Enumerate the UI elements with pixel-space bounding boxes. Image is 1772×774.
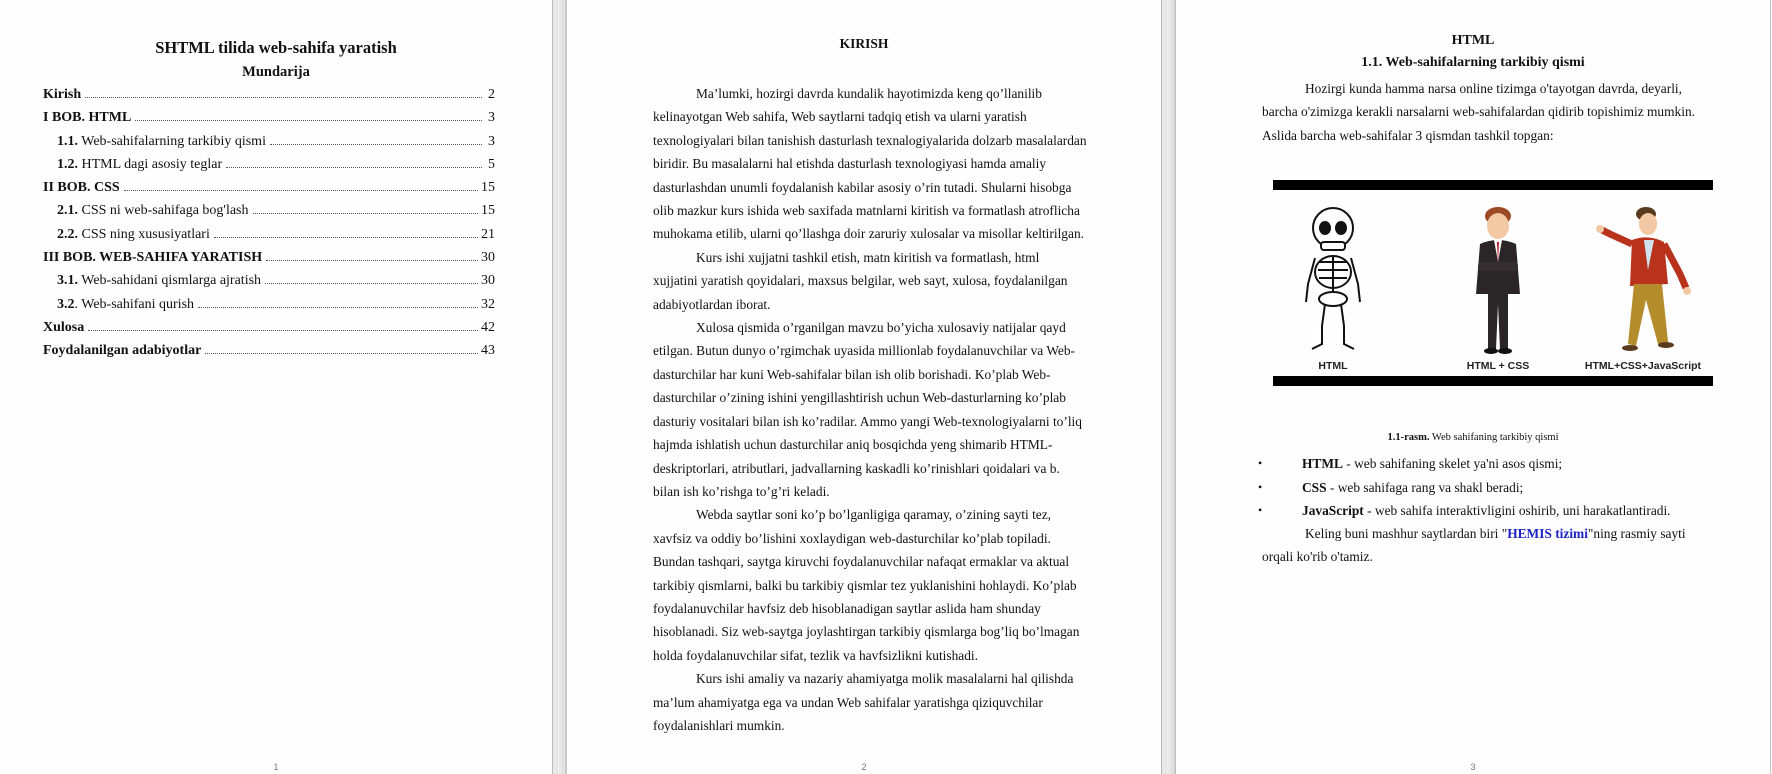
paragraph: Ma’lumki, hozirgi davrda kundalik hayotimizda keng qo’llanilib kelinayotgan Web sahifa, Web saytlarni tadqiq etish va ularni yaratish texnologiyalari bilan tanishish dasturlash texnalogiyalarida dolzarb masalalardan biridir. Bu masalalarni hal etishda dasturlash texnologiyasi hamda amaliy dasturlashdan unumli foydalanish kabilar asosiy o’rin tutadi. Shularni hisobga olib mazkur kurs ishida web saxifada matnlarni kiritish va formatlash atroflicha muhokama etilib, ularni qo’llashga doir zaruriy xulosalar va misollar keltirilgan. — [653, 86, 1087, 242]
toc-entry-page: 2 — [488, 87, 495, 102]
toc-entry-number: 2.1. — [57, 203, 78, 219]
toc-entry[interactable] — [43, 343, 495, 366]
toc-entry-text: . Web-sahifani qurish — [74, 296, 195, 312]
figure-top-bar — [1273, 180, 1713, 190]
paragraph — [1262, 522, 1720, 569]
toc-leader-dots — [226, 166, 482, 168]
toc-entry[interactable] — [43, 227, 495, 250]
toc-entry-label — [57, 203, 249, 219]
toc-leader-dots — [265, 282, 478, 284]
list-item-term: HTML — [1302, 456, 1343, 471]
list-item-text: - web sahifa interaktivligini oshirib, uni harakatlantiradi. — [1363, 503, 1671, 518]
businessman-icon — [1458, 204, 1538, 354]
toc-entry[interactable] — [43, 157, 495, 180]
page-number: 3 — [1470, 762, 1476, 772]
outro-text-start: Keling buni mashhur saytlardan biri " — [1305, 526, 1508, 541]
figure-label: HTML + CSS — [1466, 360, 1530, 372]
toc-entry-page: 3 — [488, 133, 495, 149]
toc-entry[interactable] — [43, 180, 495, 203]
toc-entry-label: II BOB. CSS — [43, 180, 120, 196]
bullet-list — [1256, 452, 1736, 523]
toc-leader-dots — [205, 352, 478, 354]
toc-leader-dots — [253, 212, 478, 214]
toc-leader-dots — [266, 259, 478, 261]
toc-leader-dots — [270, 143, 482, 145]
toc-entry-text: CSS ni web-sahifaga bog'lash — [81, 203, 249, 219]
toc-entry-text: Web-sahifalarning tarkibiy qismi — [81, 133, 266, 149]
toc-entry[interactable] — [43, 320, 495, 343]
intro-text — [1262, 77, 1720, 147]
toc-entry[interactable] — [43, 273, 495, 296]
toc-entry-number: 1.1. — [57, 133, 78, 149]
toc-entry-text: CSS ning xususiyatlari — [81, 226, 210, 242]
page-separator — [1161, 0, 1176, 774]
toc-entry-label: Xulosa — [43, 319, 85, 335]
figure-label: HTML — [1318, 360, 1348, 372]
list-item-text: - web sahifaning skelet ya'ni asos qismi; — [1342, 456, 1563, 471]
list-item-term: JavaScript — [1302, 503, 1364, 518]
paragraph: Xulosa qismida o’rganilgan mavzu bo’yicha xulosaviy natijalar qayd etilgan. Butun dunyo o’rgimchak uyasida millionlab foydalanuvchilar va Web-dasturchilar har kuni Web-sahifalar bilan ish olib borishadi. Ko’plab Web-dasturchilar o’zining ishini yengillashtirish uchun Web-dasturlarning ko’plab dasturiy vositalari bilan ish ko’radilar. Ammo yangi Web-texnologiyalarni to’liq hajmda ishlatish uchun dasturchilar aniq bosqichda yeng shimarib HTML-deskriptorlari, atributlari, jadvallarning kaskadli ko’rinishlari qoidalari va b. bilan ish ko’rishga to’g’ri keladi. — [653, 320, 1082, 499]
toc-entry-page: 32 — [481, 296, 495, 312]
toc-entry-text: Web-sahidani qismlarga ajratish — [81, 273, 262, 289]
toc-entry-page: 30 — [481, 250, 495, 266]
toc-entry[interactable] — [43, 110, 495, 133]
toc-entry[interactable] — [43, 297, 495, 320]
list-item-term: CSS — [1302, 479, 1327, 495]
section-heading: 1.1. Web-sahifalarning tarkibiy qismi — [1361, 55, 1585, 70]
caption-number: 1.1-rasm. — [1387, 432, 1430, 443]
toc-leader-dots — [124, 189, 478, 191]
toc-entry-text: HTML dagi asosiy teglar — [81, 156, 223, 172]
toc-leader-dots — [198, 306, 478, 308]
section-body — [653, 82, 1087, 737]
document-page-2 — [567, 0, 1161, 774]
outro-text — [1262, 522, 1720, 569]
toc-entry-label — [57, 157, 222, 173]
toc-entry-label: I BOB. HTML — [43, 110, 132, 126]
toc-entry[interactable] — [43, 203, 495, 226]
toc-entry-page: 3 — [488, 110, 495, 126]
list-item — [1256, 452, 1736, 476]
figure-item-html-css-js — [1573, 204, 1713, 372]
bullet-icon: • — [1258, 456, 1263, 470]
chapter-heading: HTML — [1451, 33, 1495, 48]
document-title: SHTML tilida web-sahifa yaratish — [155, 38, 397, 57]
table-of-contents — [43, 87, 495, 367]
section-title: KIRISH — [839, 36, 889, 51]
paragraph: Kurs ishi amaliy va nazariy ahamiyatga molik masalalarni hal qilishda ma’lum ahamiyatga ega va undan Web sahifalar yaratishga qiziquvchilar foydalanishlari mumkin. — [653, 671, 1074, 733]
outro-text-end: "ning rasmiy sayti orqali ko'rib o'tamiz. — [1262, 526, 1686, 565]
toc-leader-dots — [135, 119, 482, 121]
dancing-man-icon — [1588, 204, 1698, 354]
toc-entry-label — [57, 134, 266, 150]
toc-entry-number: 3.2 — [57, 296, 75, 312]
bullet-icon: • — [1258, 503, 1263, 517]
document-page-1 — [0, 0, 552, 774]
figure-item-html-css — [1428, 204, 1568, 372]
toc-entry-label — [57, 297, 194, 313]
page-number: 1 — [273, 762, 279, 772]
toc-entry-page: 30 — [481, 273, 495, 289]
paragraph: Hozirgi kunda hamma narsa online tizimga o'tayotgan davrda, deyarli, barcha o'zimizga kerakli narsalarni web-sahifalardan qidirib topishimiz mumkin. Aslida barcha web-sahifalar 3 qismdan tashkil topgan: — [1262, 81, 1695, 143]
toc-entry[interactable] — [43, 134, 495, 157]
toc-entry-page: 15 — [481, 180, 495, 196]
toc-leader-dots — [214, 236, 478, 238]
list-item — [1256, 476, 1736, 500]
page-separator — [552, 0, 567, 774]
toc-entry-label — [57, 227, 210, 243]
paragraph: Kurs ishi xujjatni tashkil etish, matn kiritish va formatlash, html xujjatini yaratish qoyidalari, maxsus belgilar, web sayt, xulosa, foydalanilgan adabiyotlardan iborat. — [653, 249, 1068, 312]
toc-entry-page: 21 — [481, 226, 495, 242]
skeleton-icon — [1288, 204, 1378, 354]
toc-entry-page: 15 — [481, 203, 495, 219]
toc-entry-label — [57, 273, 261, 289]
toc-entry[interactable] — [43, 250, 495, 273]
toc-entry-label: III BOB. WEB-SAHIFA YARATISH — [43, 250, 263, 266]
bullet-icon: • — [1258, 479, 1263, 494]
page-number: 2 — [861, 762, 867, 772]
list-item — [1256, 499, 1736, 523]
toc-entry-label: Foydalanilgan adabiyotlar — [43, 343, 202, 359]
figure-web-page-parts[interactable] — [1273, 180, 1713, 388]
toc-entry-label: Kirish — [43, 87, 82, 102]
toc-entry-number: 1.2. — [57, 156, 78, 172]
toc-entry-page: 43 — [481, 343, 495, 359]
figure-bottom-bar — [1273, 376, 1713, 386]
figure-item-html — [1263, 204, 1403, 372]
hemis-link[interactable]: HEMIS tizimi — [1507, 526, 1588, 541]
toc-leader-dots — [85, 96, 482, 98]
figure-label: HTML+CSS+JavaScript — [1584, 360, 1702, 372]
figure-caption — [1176, 432, 1770, 443]
toc-entry-number: 2.2. — [57, 226, 78, 242]
caption-text: Web sahifaning tarkibiy qismi — [1429, 432, 1559, 443]
toc-leader-dots — [88, 329, 478, 331]
toc-title: Mundarija — [242, 64, 310, 80]
toc-entry[interactable] — [43, 87, 495, 110]
toc-entry-page: 42 — [481, 319, 495, 335]
toc-entry-page: 5 — [488, 156, 495, 172]
toc-entry-number: 3.1. — [57, 273, 78, 289]
paragraph: Webda saytlar soni ko’p bo’lganligiga qaramay, o’zining sayti tez, xavfsiz va oddiy bo’lishini xoxlaydigan web-dasturchilar ko’plab topiladi. Bundan tashqari, saytga kiruvchi foydalanuvchilar nafaqat ermaklar va aktual tarkibiy qismlarni, balki bu tarkibiy qismlar tez yuklanishini hohlaydi. Ko’plab foydalanuvchilar havfsiz deb hisoblanadigan saytlar aslida ham shunday hisoblanadi. Siz web-saytga joylashtirgan tarkibiy qismlarga bog’liq bo’lmagan holda foydalanuvchilar sifat, tezlik va havfsizlikni kutishadi. — [653, 507, 1080, 663]
list-item-text: - web sahifaga rang va shakl beradi; — [1326, 479, 1524, 495]
document-page-3 — [1176, 0, 1771, 774]
